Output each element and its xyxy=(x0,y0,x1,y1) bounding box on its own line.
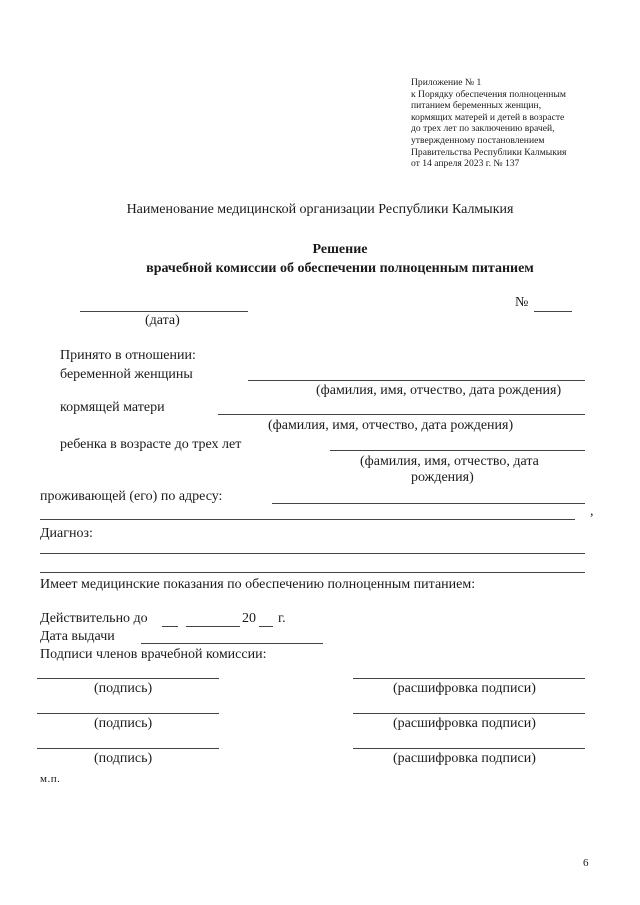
number-label: № xyxy=(515,295,529,310)
valid-year-prefix: 20 xyxy=(242,611,256,626)
signature-caption: (подпись) xyxy=(94,716,153,731)
number-field-line[interactable] xyxy=(534,311,572,312)
address-field-line[interactable] xyxy=(272,503,585,504)
appendix-block xyxy=(411,77,566,170)
appendix-line: до трех лет по заключению врачей, xyxy=(411,123,555,135)
child-label: ребенка в возрасте до трех лет xyxy=(60,437,242,452)
address-field-line-2[interactable] xyxy=(40,519,575,520)
pregnant-caption: (фамилия, имя, отчество, дата рождения) xyxy=(316,383,562,398)
valid-month-line[interactable] xyxy=(186,626,240,627)
stamp-place-label: м.п. xyxy=(40,773,61,785)
nursing-caption: (фамилия, имя, отчество, дата рождения) xyxy=(268,418,514,433)
signature-caption: (подпись) xyxy=(94,751,153,766)
signature-line[interactable] xyxy=(37,748,219,749)
valid-year-line[interactable] xyxy=(259,626,273,627)
accepted-label: Принято в отношении: xyxy=(60,348,196,363)
address-comma: , xyxy=(590,504,594,519)
valid-until-label: Действительно до xyxy=(40,611,148,626)
document-subtitle: врачебной комиссии об обеспечении полноценным питанием xyxy=(146,261,534,276)
signature-decode-line[interactable] xyxy=(353,748,585,749)
signature-decode-caption: (расшифровка подписи) xyxy=(393,751,536,766)
signature-caption: (подпись) xyxy=(94,681,153,696)
signature-decode-caption: (расшифровка подписи) xyxy=(393,716,536,731)
issue-date-label: Дата выдачи xyxy=(40,629,115,644)
child-caption-line2: рождения) xyxy=(411,470,474,485)
valid-year-suffix: г. xyxy=(278,611,286,626)
appendix-line: питанием беременных женщин, xyxy=(411,100,542,112)
signature-decode-caption: (расшифровка подписи) xyxy=(393,681,536,696)
appendix-line: кормящих матерей и детей в возрасте xyxy=(411,111,565,123)
page-number: 6 xyxy=(583,857,589,869)
indications-label: Имеет медицинские показания по обеспечению полноценным питанием: xyxy=(40,577,476,592)
appendix-line: Правительства Республики Калмыкия xyxy=(411,146,567,158)
signature-line[interactable] xyxy=(37,678,219,679)
child-field-line[interactable] xyxy=(330,450,585,451)
appendix-line: к Порядку обеспечения полноценным xyxy=(411,88,566,100)
signature-line[interactable] xyxy=(37,713,219,714)
nursing-field-line[interactable] xyxy=(218,414,585,415)
organization-name: Наименование медицинской организации Республики Калмыкия xyxy=(126,202,514,217)
signature-decode-line[interactable] xyxy=(353,678,585,679)
nursing-label: кормящей матери xyxy=(60,400,165,415)
date-field-line[interactable] xyxy=(80,311,248,312)
pregnant-field-line[interactable] xyxy=(248,380,585,381)
date-caption: (дата) xyxy=(145,313,180,328)
signatures-header: Подписи членов врачебной комиссии: xyxy=(40,647,267,662)
diagnosis-field-line-1[interactable] xyxy=(40,553,585,554)
pregnant-label: беременной женщины xyxy=(60,367,193,382)
valid-day-line[interactable] xyxy=(162,626,178,627)
diagnosis-field-line-2[interactable] xyxy=(40,572,585,573)
address-label: проживающей (его) по адресу: xyxy=(40,489,223,504)
diagnosis-label: Диагноз: xyxy=(40,526,93,541)
appendix-line: утвержденному постановлением xyxy=(411,134,545,146)
child-caption-line1: (фамилия, имя, отчество, дата xyxy=(360,454,539,469)
document-title: Решение xyxy=(312,242,368,257)
appendix-line: Приложение № 1 xyxy=(411,77,482,88)
signature-decode-line[interactable] xyxy=(353,713,585,714)
issue-date-line[interactable] xyxy=(141,643,323,644)
appendix-line: от 14 апреля 2023 г. № 137 xyxy=(411,158,520,170)
